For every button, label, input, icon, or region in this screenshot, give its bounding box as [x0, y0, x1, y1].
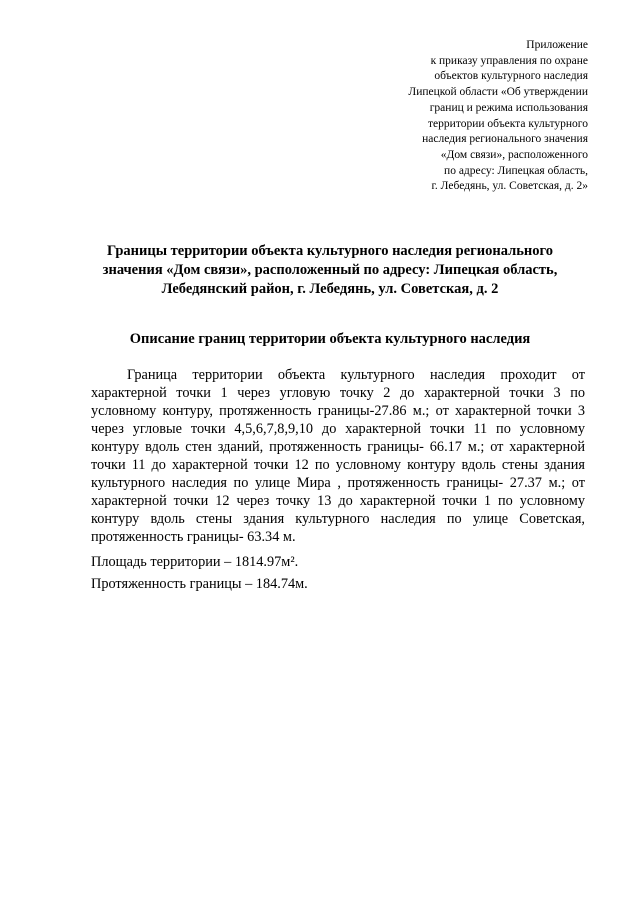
appendix-line: наследия регионального значения — [422, 133, 588, 146]
title-line: Лебедянский район, г. Лебедянь, ул. Советская, д. 2 — [161, 281, 499, 297]
section-heading: Описание границ территории объекта культурного наследия — [129, 331, 531, 347]
appendix-line: границ и режима использования — [429, 101, 588, 114]
appendix-line: Липецкой области «Об утверждении — [408, 86, 588, 99]
appendix-line: по адресу: Липецкая область, — [444, 164, 588, 177]
appendix-line: территории объекта культурного — [428, 117, 588, 130]
title-line: значения «Дом связи», расположенный по адресу: Липецкая область, — [102, 262, 558, 278]
boundary-length: Протяженность границы – 184.74м. — [91, 576, 308, 592]
title-line: Границы территории объекта культурного наследия регионального — [107, 243, 553, 259]
appendix-line: г. Лебедянь, ул. Советская, д. 2» — [431, 180, 588, 193]
appendix-line: к приказу управления по охране — [430, 54, 588, 67]
boundary-description: Граница территории объекта культурного наследия проходит от характерной точки 1 через угловую точку 2 до характерной точки 3 по условному контуру, протяженность границы-27.86 м.; от характерной точки 3 через угловые точки 4,5,6,7,8,9,10 до характерной точки 11 по условному контуру вдоль стен зданий, протяженность границы- 66.17 м.; от характерной точки 11 до характерной точки 12 по условному контуру вдоль стены здания культурного наследия по улице Мира , протяженность границы- 27.37 м.; от характерной точки 12 через точку 13 до характерной точки 1 по условному контуру вдоль стены здания культурного наследия по улице Советская, протяженность границы- 63.34 м. — [91, 367, 585, 545]
document-title — [60, 242, 600, 299]
appendix-line: объектов культурного наследия — [434, 70, 588, 83]
appendix-line: Приложение — [526, 39, 588, 51]
appendix-line: «Дом связи», расположенного — [440, 148, 588, 161]
appendix-header — [328, 38, 588, 195]
territory-area: Площадь территории – 1814.97м². — [91, 554, 299, 570]
